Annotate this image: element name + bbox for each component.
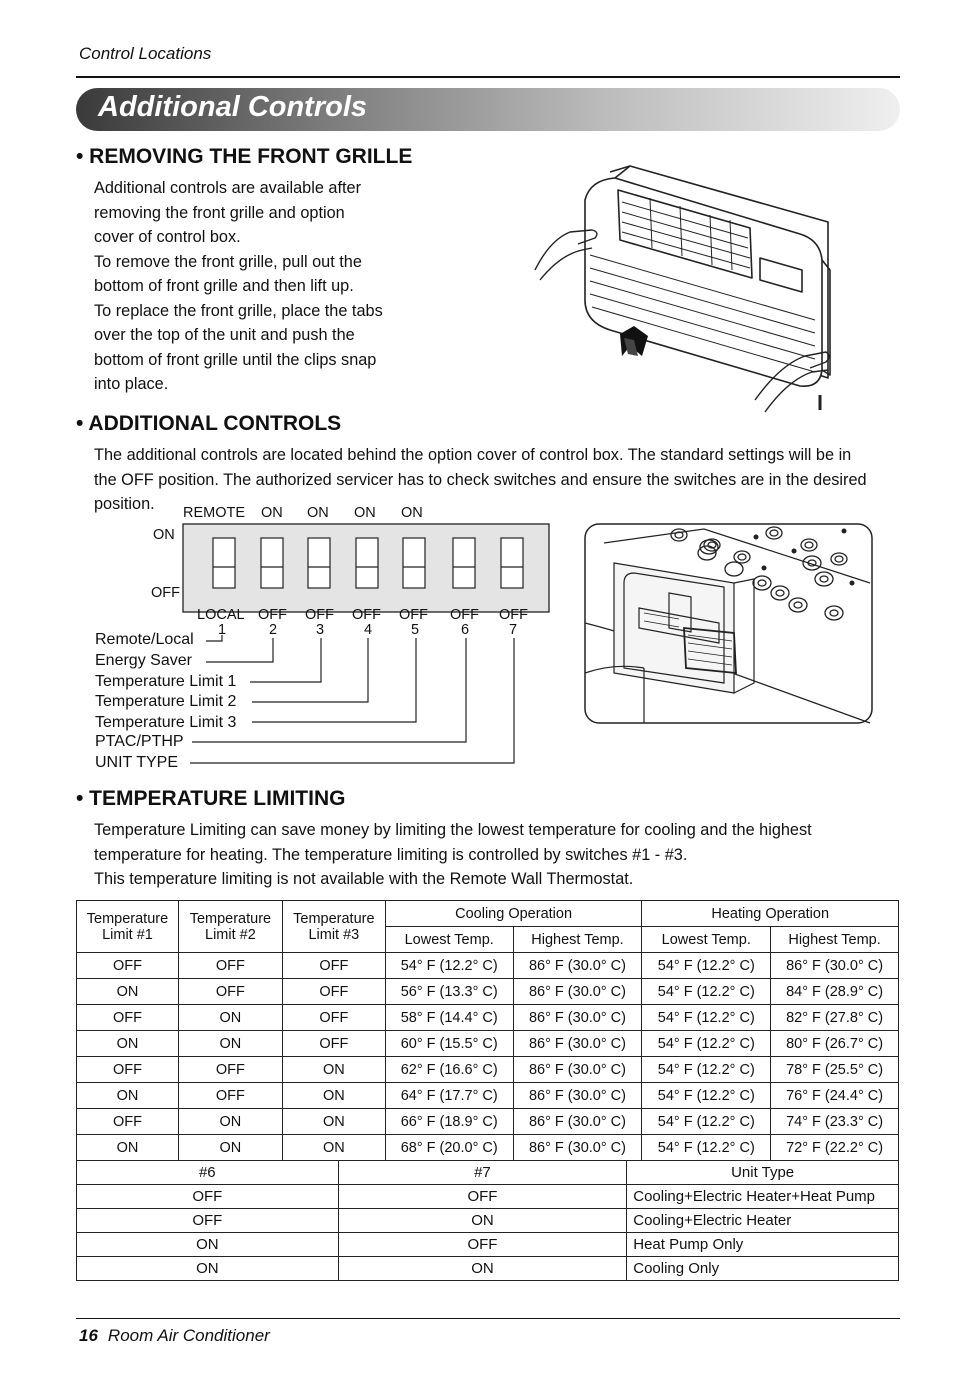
table-header: Temperature Limit #3 xyxy=(282,901,385,953)
table-subheader: Highest Temp. xyxy=(513,927,642,953)
dip-off-label: OFF xyxy=(151,585,180,601)
table-header: Temperature Limit #2 xyxy=(178,901,282,953)
dip-number: 4 xyxy=(364,622,373,638)
table-cell: 64° F (17.7° C) xyxy=(385,1083,513,1109)
table-cell: 76° F (24.4° C) xyxy=(771,1083,899,1109)
table-cell: 86° F (30.0° C) xyxy=(513,1135,642,1161)
unit-type-table xyxy=(76,1160,899,1281)
table-row xyxy=(77,1109,899,1135)
table-cell: OFF xyxy=(178,953,282,979)
dip-number: 3 xyxy=(316,622,325,638)
table-header: Unit Type xyxy=(627,1161,899,1185)
dip-number: 5 xyxy=(411,622,420,638)
function-label: PTAC/PTHP xyxy=(95,733,184,750)
table-cell: ON xyxy=(338,1257,627,1281)
dip-top-label: ON xyxy=(261,505,283,521)
removing-heading: • REMOVING THE FRONT GRILLE xyxy=(76,145,413,168)
dip-top-label: ON xyxy=(354,505,376,521)
control-box-illustration xyxy=(584,523,874,725)
table-cell: OFF xyxy=(282,1005,385,1031)
function-label: Remote/Local xyxy=(95,631,194,648)
dip-number: 1 xyxy=(218,622,227,638)
table-cell: ON xyxy=(178,1005,282,1031)
table-cell: 86° F (30.0° C) xyxy=(513,1005,642,1031)
table-cell: Heat Pump Only xyxy=(627,1233,899,1257)
table-cell: 84° F (28.9° C) xyxy=(771,979,899,1005)
table-row xyxy=(77,979,899,1005)
table-cell: 66° F (18.9° C) xyxy=(385,1109,513,1135)
table-cell: ON xyxy=(77,1257,339,1281)
table-cell: 82° F (27.8° C) xyxy=(771,1005,899,1031)
table-cell: Cooling+Electric Heater xyxy=(627,1209,899,1233)
table-cell: ON xyxy=(77,1031,179,1057)
table-cell: 54° F (12.2° C) xyxy=(642,953,771,979)
table-cell: OFF xyxy=(77,1057,179,1083)
table-cell: OFF xyxy=(282,953,385,979)
table-cell: ON xyxy=(178,1135,282,1161)
table-row xyxy=(77,1083,899,1109)
table-cell: 54° F (12.2° C) xyxy=(642,1083,771,1109)
table-cell: Cooling+Electric Heater+Heat Pump xyxy=(627,1185,899,1209)
dip-bottom-label: OFF xyxy=(305,607,334,623)
table-cell: 74° F (23.3° C) xyxy=(771,1109,899,1135)
table-cell: 86° F (30.0° C) xyxy=(513,1083,642,1109)
function-label: Temperature Limit 3 xyxy=(95,714,237,731)
table-row xyxy=(77,1057,899,1083)
table-header: Heating Operation xyxy=(642,901,899,927)
table-cell: 54° F (12.2° C) xyxy=(642,1005,771,1031)
footer-title: Room Air Conditioner xyxy=(107,1326,270,1345)
table-cell: 78° F (25.5° C) xyxy=(771,1057,899,1083)
table-cell: 62° F (16.6° C) xyxy=(385,1057,513,1083)
table-row xyxy=(77,953,899,979)
dip-top-label: REMOTE xyxy=(183,505,246,521)
limiting-heading: • TEMPERATURE LIMITING xyxy=(76,787,346,810)
page-number: 16 xyxy=(79,1326,98,1345)
table-cell: ON xyxy=(178,1031,282,1057)
table-cell: ON xyxy=(338,1209,627,1233)
table-row xyxy=(77,1031,899,1057)
function-label: UNIT TYPE xyxy=(95,754,178,771)
table-cell: 86° F (30.0° C) xyxy=(513,1057,642,1083)
table-cell: ON xyxy=(178,1109,282,1135)
table-cell: OFF xyxy=(178,1083,282,1109)
table-cell: ON xyxy=(77,979,179,1005)
front-grille-illustration xyxy=(530,160,845,415)
table-cell: 86° F (30.0° C) xyxy=(513,1031,642,1057)
dip-number: 2 xyxy=(269,622,278,638)
table-cell: Cooling Only xyxy=(627,1257,899,1281)
table-header: Temperature Limit #1 xyxy=(77,901,179,953)
function-label: Temperature Limit 2 xyxy=(95,693,237,710)
table-cell: OFF xyxy=(338,1185,627,1209)
table-cell: 86° F (30.0° C) xyxy=(513,1109,642,1135)
dip-top-label: ON xyxy=(401,505,423,521)
footer-rule xyxy=(76,1318,900,1319)
table-header: #7 xyxy=(338,1161,627,1185)
dip-on-label: ON xyxy=(153,527,175,543)
dip-number: 6 xyxy=(461,622,470,638)
table-cell: ON xyxy=(282,1057,385,1083)
table-subheader: Highest Temp. xyxy=(771,927,899,953)
table-cell: ON xyxy=(282,1135,385,1161)
dip-top-label: ON xyxy=(307,505,329,521)
page-title: Additional Controls xyxy=(98,91,368,123)
table-cell: OFF xyxy=(77,1109,179,1135)
table-row xyxy=(77,1185,899,1209)
table-row xyxy=(77,1257,899,1281)
table-cell: 54° F (12.2° C) xyxy=(642,1109,771,1135)
function-label: Energy Saver xyxy=(95,652,192,669)
temperature-limit-table xyxy=(76,900,899,1161)
table-cell: OFF xyxy=(282,1031,385,1057)
table-header: #6 xyxy=(77,1161,339,1185)
limiting-text: Temperature Limiting can save money by limiting the lowest temperature for cooling and the highest temperature for heating. The temperature limiting is controlled by switches #1 - #3. This temperature limiting is not available with the Remote Wall Thermostat. xyxy=(94,821,812,888)
dip-bottom-label: OFF xyxy=(258,607,287,623)
dip-bottom-label: OFF xyxy=(352,607,381,623)
dip-bottom-label: OFF xyxy=(499,607,528,623)
table-cell: OFF xyxy=(178,1057,282,1083)
table-cell: 54° F (12.2° C) xyxy=(642,1135,771,1161)
table-cell: OFF xyxy=(282,979,385,1005)
table-cell: 68° F (20.0° C) xyxy=(385,1135,513,1161)
table-row xyxy=(77,1005,899,1031)
table-cell: 56° F (13.3° C) xyxy=(385,979,513,1005)
table-cell: OFF xyxy=(178,979,282,1005)
table-cell: 86° F (30.0° C) xyxy=(513,953,642,979)
table-cell: OFF xyxy=(77,1209,339,1233)
additional-heading: • ADDITIONAL CONTROLS xyxy=(76,412,342,435)
table-cell: ON xyxy=(282,1083,385,1109)
dip-bottom-label: OFF xyxy=(450,607,479,623)
page-footer xyxy=(79,1326,270,1346)
table-cell: 72° F (22.2° C) xyxy=(771,1135,899,1161)
table-cell: 54° F (12.2° C) xyxy=(385,953,513,979)
table-cell: 54° F (12.2° C) xyxy=(642,1057,771,1083)
table-cell: 86° F (30.0° C) xyxy=(513,979,642,1005)
table-cell: OFF xyxy=(77,1185,339,1209)
table-cell: OFF xyxy=(77,1005,179,1031)
leader-lines xyxy=(0,0,560,780)
table-cell: ON xyxy=(77,1135,179,1161)
table-subheader: Lowest Temp. xyxy=(642,927,771,953)
table-cell: 60° F (15.5° C) xyxy=(385,1031,513,1057)
dip-bottom-label: OFF xyxy=(399,607,428,623)
table-cell: OFF xyxy=(77,953,179,979)
table-row xyxy=(77,1233,899,1257)
removing-text: Additional controls are available after removing the front grille and option cover of control box. To remove the front grille, pull out the bottom of front grille and then lift up. To replace the front grille, place the tabs over the top of the unit and push the bottom of front grille until the clips snap into place. xyxy=(94,179,383,393)
additional-text: The additional controls are located behind the option cover of control box. The standard settings will be in the OFF position. The authorized servicer has to check switches and ensure the switches are in the desired position. xyxy=(94,446,867,513)
table-cell: 54° F (12.2° C) xyxy=(642,979,771,1005)
table-cell: 86° F (30.0° C) xyxy=(771,953,899,979)
table-row xyxy=(77,1209,899,1233)
dip-number: 7 xyxy=(509,622,518,638)
table-cell: ON xyxy=(282,1109,385,1135)
table-cell: ON xyxy=(77,1083,179,1109)
table-header: Cooling Operation xyxy=(385,901,642,927)
table-subheader: Lowest Temp. xyxy=(385,927,513,953)
table-cell: OFF xyxy=(338,1233,627,1257)
table-cell: ON xyxy=(77,1233,339,1257)
dip-bottom-label: LOCAL xyxy=(197,607,245,623)
table-cell: 80° F (26.7° C) xyxy=(771,1031,899,1057)
table-row xyxy=(77,1135,899,1161)
table-cell: 54° F (12.2° C) xyxy=(642,1031,771,1057)
running-header: Control Locations xyxy=(79,44,212,63)
function-label: Temperature Limit 1 xyxy=(95,673,237,690)
table-cell: 58° F (14.4° C) xyxy=(385,1005,513,1031)
